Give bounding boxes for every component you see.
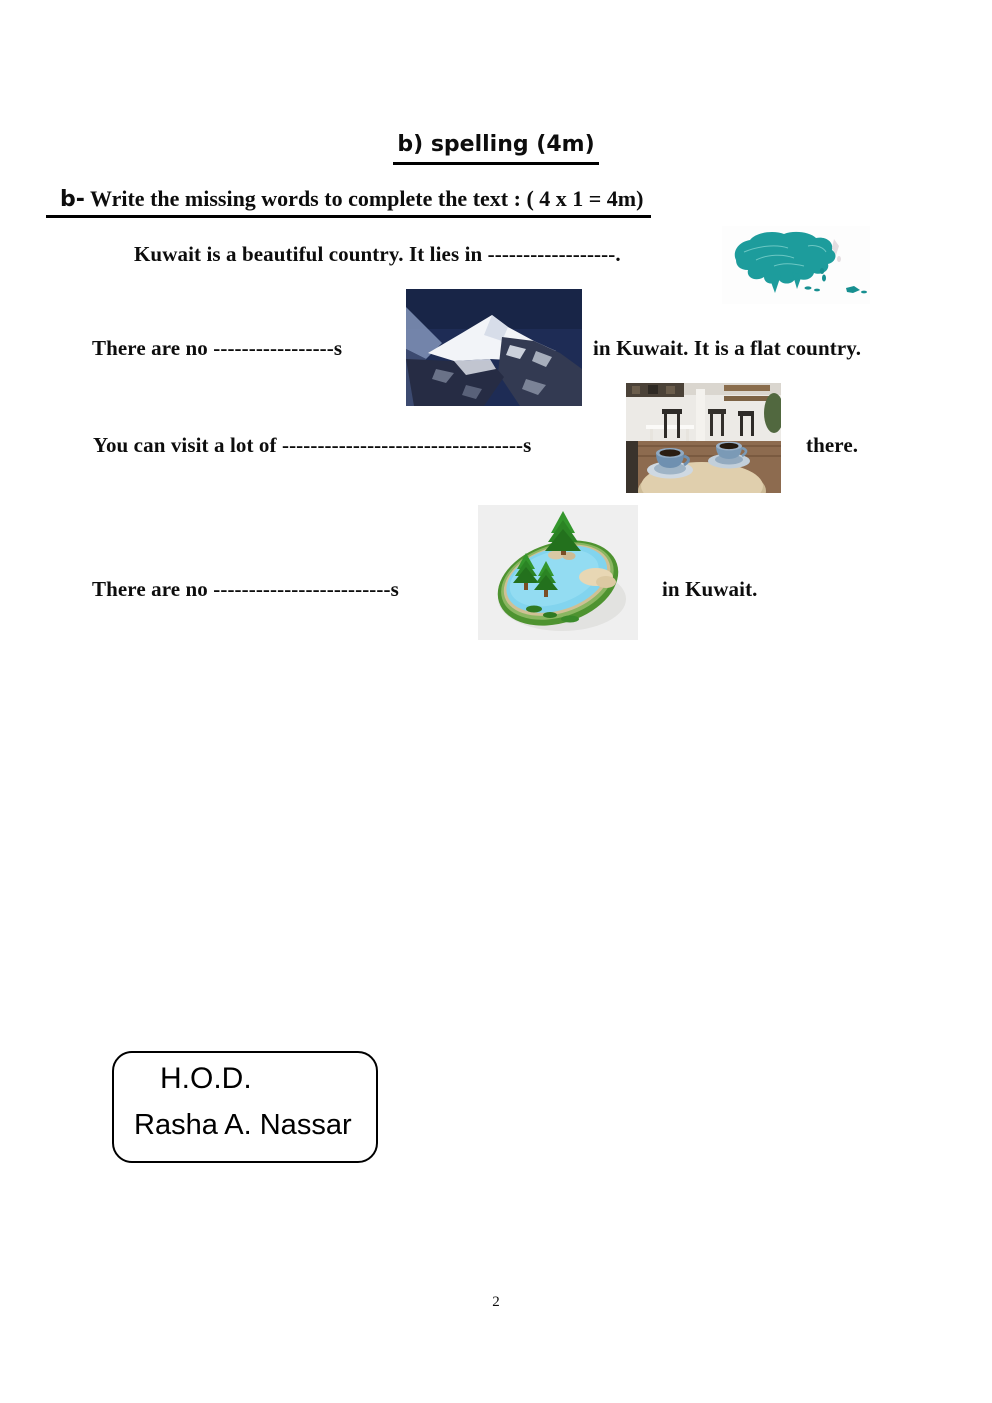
cafe-interior-graphic — [626, 383, 781, 493]
sentence-in-kuwait: in Kuwait. — [662, 577, 758, 601]
lake-graphic — [478, 505, 638, 640]
signature-title: H.O.D. — [160, 1062, 252, 1095]
lake-image — [478, 505, 638, 640]
question-heading-text: Write the missing words to complete the text : ( 4 x 1 = 4m) — [84, 186, 644, 211]
sentence-lakes-blank: There are no -------------------------s — [92, 577, 399, 601]
sentence-there: there. — [806, 433, 859, 457]
mountain-image — [406, 289, 582, 406]
asia-map-image — [722, 226, 870, 304]
sentence-lies-in-blank: Kuwait is a beautiful country. It lies in ------------------. — [134, 242, 621, 266]
page-number: 2 — [492, 1294, 500, 1310]
sentence-cafes-blank: You can visit a lot of ----------------------------------s — [93, 433, 532, 457]
signature-name: Rasha A. Nassar — [134, 1109, 352, 1141]
asia-map-graphic — [722, 226, 870, 304]
section-title-text: b) spelling (4m) — [393, 130, 598, 165]
section-title — [0, 130, 992, 165]
sentence-flat-country: in Kuwait. It is a flat country. — [593, 336, 862, 360]
signature-box — [112, 1051, 378, 1163]
snowy-mountain-graphic — [406, 289, 582, 406]
sentence-mountains-blank: There are no -----------------s — [92, 336, 343, 360]
question-heading — [46, 186, 651, 218]
question-heading-prefix: b- — [60, 187, 85, 212]
cafe-image — [626, 383, 781, 493]
